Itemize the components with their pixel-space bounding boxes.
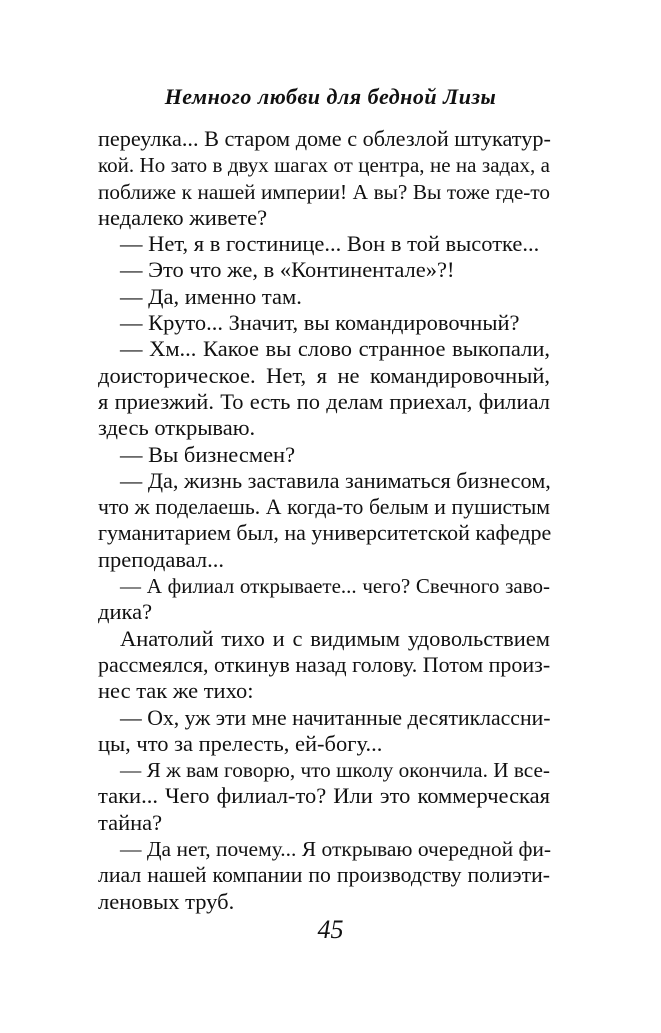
text-line: поближе к нашей империи! А вы? Вы тоже где-то bbox=[98, 179, 550, 204]
text-line: цы, что за прелесть, ей-богу... bbox=[98, 730, 383, 756]
text-line: — Круто... Значит, вы командировочный? bbox=[120, 310, 520, 336]
text-line: — Нет, я в гостинице... Вон в той высотке... bbox=[120, 231, 540, 257]
text-line: леновых труб. bbox=[98, 888, 235, 914]
text-line: нес так же тихо: bbox=[98, 678, 254, 704]
text-line: кой. Но зато в двух шагах от центра, не на задах, а bbox=[98, 153, 550, 178]
page-number: 45 bbox=[317, 915, 344, 944]
text-line: переулка... В старом доме с облезлой штукатур- bbox=[98, 126, 551, 151]
text-line: здесь открываю. bbox=[98, 415, 256, 441]
text-line: — Вы бизнесмен? bbox=[120, 441, 296, 467]
text-line: я приезжий. То есть по делам приехал, филиал bbox=[98, 388, 550, 414]
text-line: — Я ж вам говорю, что школу окончила. И все- bbox=[120, 758, 550, 783]
text-line: доисторическое. Нет, я не командировочный, bbox=[98, 362, 550, 388]
running-head: Немного любви для бедной Лизы bbox=[164, 84, 497, 109]
text-line: преподавал... bbox=[98, 546, 224, 572]
text-line: — А филиал открываете... чего? Свечного заво- bbox=[120, 574, 550, 599]
text-line: Анатолий тихо и с видимым удовольствием bbox=[120, 625, 550, 651]
text-line: рассмеялся, откинув назад голову. Потом произ- bbox=[98, 651, 551, 677]
body-text bbox=[98, 126, 550, 915]
text-line: лиал нашей компании по производству полиэти- bbox=[98, 863, 550, 888]
text-line: что ж поделаешь. А когда-то белым и пушистым bbox=[98, 495, 550, 520]
text-line: таки... Чего филиал-то? Или это коммерческая bbox=[98, 783, 550, 809]
text-line: — Хм... Какое вы слово странное выкопали, bbox=[120, 336, 550, 362]
text-line: — Ох, уж эти мне начитанные десятиклассни- bbox=[120, 705, 551, 730]
text-line: гуманитарием был, на университетской кафедре bbox=[98, 520, 552, 546]
text-line: — Да, жизнь заставила заниматься бизнесом, bbox=[120, 467, 551, 493]
text-line: тайна? bbox=[98, 809, 163, 835]
text-line: недалеко живете? bbox=[98, 204, 268, 230]
text-line: — Да, именно там. bbox=[120, 283, 302, 309]
text-line: — Да нет, почему... Я открываю очередной фи- bbox=[120, 837, 552, 862]
text-line: — Это что же, в «Континентале»?! bbox=[120, 257, 455, 283]
text-line: дика? bbox=[98, 599, 153, 625]
